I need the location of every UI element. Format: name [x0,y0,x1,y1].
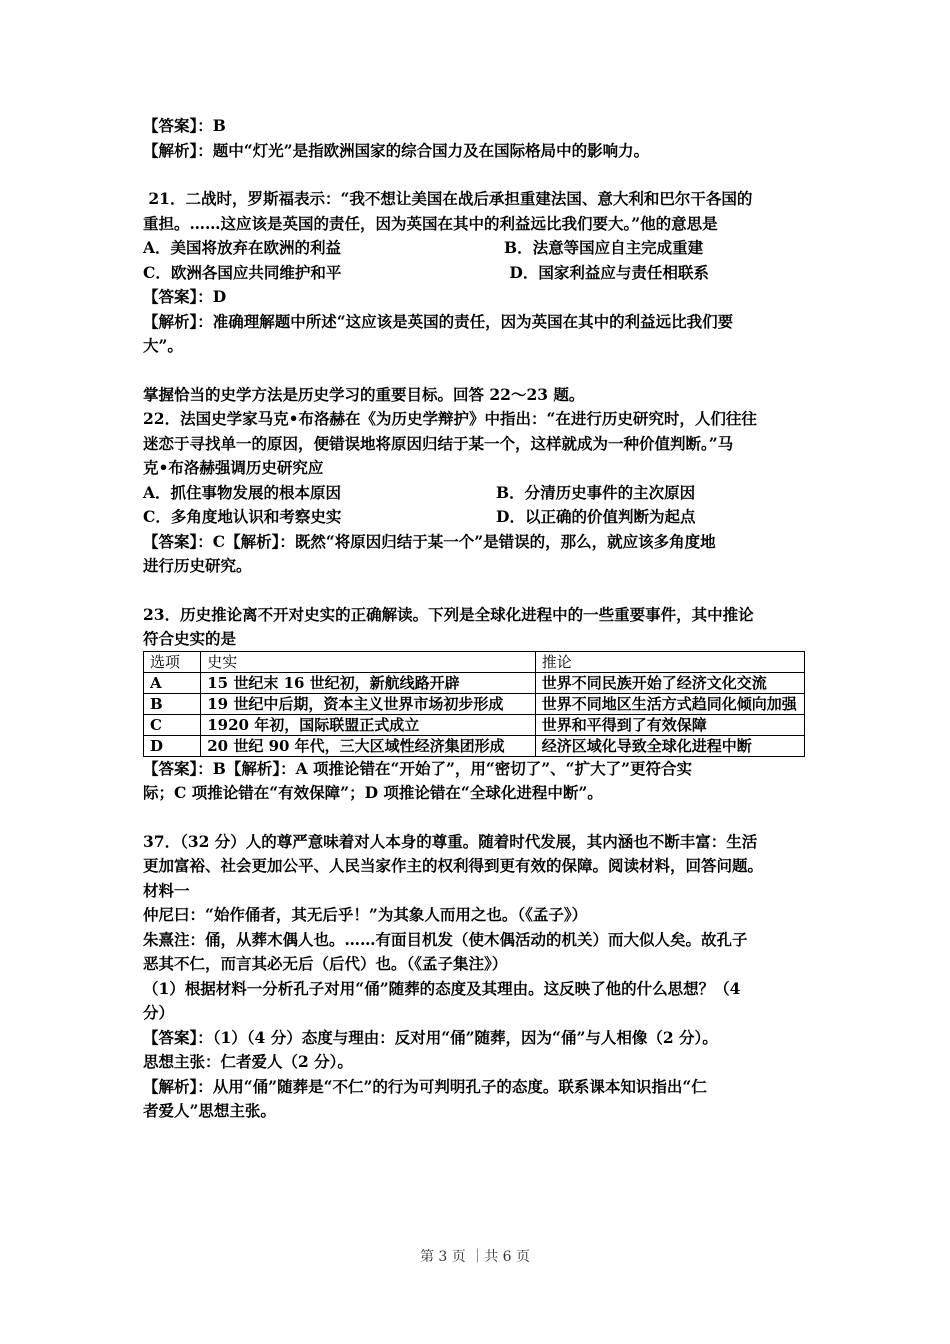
q22-section [143,383,813,579]
section-intro: 掌握恰当的史学方法是历史学习的重要目标。回答 22～23 题。 [143,384,585,404]
q23-answer-line: 【答案】：B【解析】：A 项推论错在“开始了”，用“密切了”、“扩大了”更符合实 [143,758,693,778]
q22-option-a: A．抓住事物发展的根本原因 [143,482,342,502]
q37-explanation-line: 者爱人”思想主张。 [143,1101,276,1120]
q20-section [143,114,813,163]
table-cell-option: C [144,714,201,735]
q21-stem-line: 重担。……这应该是英国的责任，因为英国在其中的利益远比我们要大。”他的意思是 [143,213,718,233]
q22-option-c: C．多角度地认识和考察史实 [143,507,342,526]
q22-answer-line: 进行历史研究。 [143,556,252,575]
table-header-cell: 推论 [535,651,804,672]
q37-stem-line: 仲尼曰：“始作俑者，其无后乎！”为其象人而用之也。（《孟子》） [143,905,588,924]
table-cell-fact: 19 世纪中后期，资本主义世界市场初步形成 [201,693,536,714]
q37-explanation-line: 【解析】：从用“俑”随葬是“不仁”的行为可判明孔子的态度。联系课本知识指出“仁 [143,1076,707,1096]
table-cell-inference: 世界不同民族开始了经济文化交流 [535,672,804,693]
table-cell-fact: 1920 年初，国际联盟正式成立 [201,714,536,735]
table-row [144,735,805,756]
q20-explanation: 【解析】：题中“灯光”是指欧洲国家的综合国力及在国际格局中的影响力。 [143,140,650,160]
q37-stem-line: 更加富裕、社会更加公平、人民当家作主的权利得到更有效的保障。阅读材料，回答问题。 [143,856,764,875]
q21-explanation-line: 【解析】：准确理解题中所述“这应该是英国的责任，因为英国在其中的利益远比我们要 [143,311,734,331]
q21-answer: 【答案】：D [143,287,227,306]
q37-stem-line: 恶其不仁，而言其必无后（后代）也。（《孟子集注》） [143,954,508,973]
table-cell-inference: 经济区域化导致全球化进程中断 [535,735,804,756]
q37-stem-line: 分） [143,1003,175,1022]
q21-section [143,187,813,359]
q20-answer: 【答案】：B [143,116,226,135]
table-cell-option: D [144,735,201,756]
q22-stem-line: 22．法国史学家马克•布洛赫在《为历史学辩护》中指出：“在进行历史研究时，人们往往 [143,409,757,428]
q22-option-b: B．分清历史事件的主次原因 [496,482,696,502]
q22-option-d: D．以正确的价值判断为起点 [496,507,696,526]
q37-answer-line: 【答案】：（1）（4 分）态度与理由：反对用“俑”随葬，因为“俑”与人相像（2 分）。 [143,1027,718,1047]
table-row [144,672,805,693]
table-cell-inference: 世界和平得到了有效保障 [535,714,804,735]
table-cell-inference: 世界不同地区生活方式趋同化倾向加强 [535,693,804,714]
q21-option-a: A．美国将放弃在欧洲的利益 [143,238,342,257]
q21-options-row [143,236,813,261]
q23-table [143,651,805,757]
table-cell-fact: 20 世纪 90 年代，三大区域性经济集团形成 [201,735,536,756]
q21-option-c: C．欧洲各国应共同维护和平 [143,262,342,282]
q21-stem-line: 21．二战时，罗斯福表示：“我不想让美国在战后承担重建法国、意大利和巴尔干各国的 [143,189,753,208]
table-cell-option: B [144,693,201,714]
q22-answer-line: 【答案】：C【解析】：既然“将原因归结于某一个”是错误的，那么，就应该多角度地 [143,531,716,551]
q22-options-row [143,505,813,530]
q37-stem-line: 材料一 [143,880,190,900]
q22-stem-line: 克•布洛赫强调历史研究应 [143,458,324,477]
q37-answer-line: 思想主张：仁者爱人（2 分）。 [143,1052,353,1071]
q21-option-b: B．法意等国应自主完成重建 [504,238,704,257]
q37-section [143,830,813,1124]
q22-options-row [143,481,813,506]
table-row [144,693,805,714]
q23-stem-line: 符合史实的是 [143,629,237,648]
table-row [144,714,805,735]
table-cell-option: A [144,672,201,693]
table-header-cell: 史实 [201,651,536,672]
q37-stem-line: （1）根据材料一分析孔子对用“俑”随葬的态度及其理由。这反映了他的什么思想？（4 [143,978,741,998]
q37-stem-line: 37．（32 分）人的尊严意味着对人本身的尊重。随着时代发展，其内涵也不断丰富：生活 [143,831,758,851]
q23-stem-line: 23．历史推论离不开对史实的正确解读。下列是全球化进程中的一些重要事件，其中推论 [143,604,754,624]
q21-explanation-line: 大”。 [143,336,183,355]
page-footer: 第 3 页 ｜共 6 页 [419,1249,531,1265]
table-cell-fact: 15 世纪末 16 世纪初，新航线路开辟 [201,672,536,693]
q37-stem-line: 朱熹注：俑，从葬木偶人也。……有面目机发（使木偶活动的机关）而大似人矣。故孔子 [143,929,748,949]
q21-option-d: D．国家利益应与责任相联系 [504,262,709,282]
table-header-row [144,651,805,672]
document-body [143,114,813,1124]
q21-options-row [143,261,813,286]
q23-answer-line: 际；C 项推论错在“有效保障”；D 项推论错在“全球化进程中断”。 [143,783,603,802]
q23-section [143,603,813,806]
q22-stem-line: 迷恋于寻找单一的原因，便错误地将原因归结于某一个，这样就成为一种价值判断。”马 [143,433,734,453]
table-header-cell: 选项 [144,651,201,672]
